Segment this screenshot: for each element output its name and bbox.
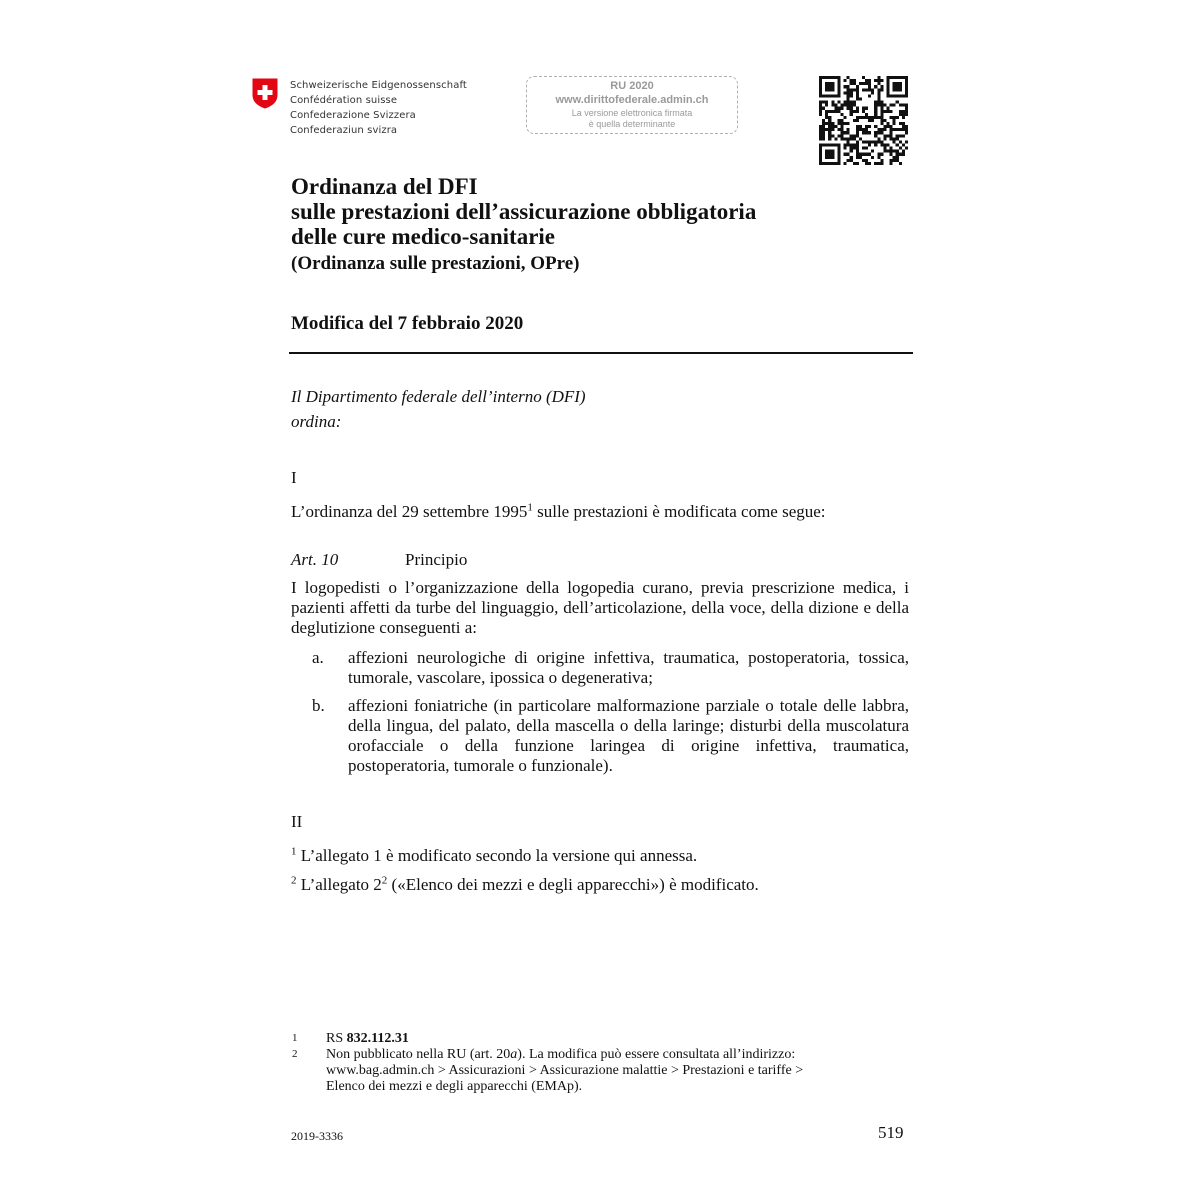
paragraph-number: 2	[291, 874, 297, 887]
document-subtitle: (Ordinanza sulle prestazioni, OPre)	[291, 253, 580, 274]
footnote-2-part-a: Non pubblicato nella RU (art. 20	[326, 1047, 511, 1062]
section-i-text-after: sulle prestazioni è modificata come segue:	[532, 502, 826, 521]
section-numeral-i: I	[291, 468, 297, 487]
footnote-ref-2[interactable]: 2	[381, 874, 388, 887]
modification-date: Modifica del 7 febbraio 2020	[291, 313, 524, 334]
footnote-ref-1[interactable]: 1	[527, 501, 533, 514]
footnote-2-line-2[interactable]: www.bag.admin.ch > Assicurazioni > Assicurazione malattie > Prestazioni e tariffe >	[326, 1063, 804, 1078]
footnote-2-number: 2	[292, 1048, 298, 1060]
title-divider	[289, 352, 913, 354]
document-title	[291, 174, 756, 249]
footnote-2-line-1	[326, 1047, 886, 1063]
footnote-1-reference: 832.112.31	[346, 1031, 409, 1046]
article-heading: Principio	[405, 550, 468, 569]
confederation-names	[290, 78, 467, 138]
title-line-1: Ordinanza del DFI	[291, 174, 478, 199]
enacting-clause	[291, 384, 586, 434]
footnote-2-italic: a	[510, 1047, 518, 1062]
official-stamp	[526, 76, 738, 134]
stamp-line-3: La versione elettronica firmata	[571, 108, 693, 118]
footnote-1-text	[326, 1031, 409, 1047]
confederation-line-rm: Confederaziun svizra	[290, 125, 398, 136]
list-item-letter: b.	[312, 696, 325, 715]
footnote-2-text	[326, 1047, 886, 1095]
list-item-text: affezioni neurologiche di origine infettiva, traumatica, postoperatoria, tossica, tumorale, vascolare, ipossica o degenerativa;	[348, 648, 909, 687]
section-i-text-before: L’ordinanza del 29 settembre 1995	[291, 502, 528, 521]
stamp-line-2: www.dirittofederale.admin.ch	[555, 94, 709, 106]
enacting-authority: Il Dipartimento federale dell’interno (DFI)	[291, 387, 586, 406]
list-item-letter: a.	[312, 648, 324, 667]
document-number: 2019-3336	[291, 1129, 343, 1143]
stamp-line-1: RU 2020	[610, 80, 654, 92]
paragraph-number: 1	[291, 845, 297, 858]
section-ii-paragraph-2	[291, 875, 759, 895]
footnote-1-number: 1	[292, 1032, 298, 1044]
footnote-2-part-b: ). La modifica può essere consultata all’indirizzo:	[517, 1047, 796, 1062]
section-ii-paragraph-1	[291, 846, 697, 866]
footnote-1-prefix: RS	[326, 1031, 347, 1046]
swiss-cross-icon	[252, 78, 278, 109]
paragraph-text: L’allegato 1 è modificato secondo la versione qui annessa.	[296, 846, 698, 865]
paragraph-text-after: («Elenco dei mezzi e degli apparecchi») è modificato.	[387, 875, 759, 894]
article-text: I logopedisti o l’organizzazione della logopedia curano, previa prescrizione medica, i pazienti affetti da turbe del linguaggio, dell’articolazione, della voce, della dizione e della deglutizione conseguenti a:	[291, 578, 909, 637]
paragraph-text-before: L’allegato 2	[296, 875, 382, 894]
article-number: Art. 10	[291, 550, 339, 569]
title-line-3: delle cure medico-sanitarie	[291, 224, 556, 249]
enacting-verb: ordina:	[291, 412, 342, 431]
confederation-line-de: Schweizerische Eidgenossenschaft	[290, 80, 467, 91]
qr-code-icon	[819, 76, 908, 165]
confederation-line-it: Confederazione Svizzera	[290, 110, 416, 121]
section-i-paragraph	[291, 502, 826, 522]
stamp-line-4: è quella determinante	[588, 119, 676, 129]
footnote-2-line-3: Elenco dei mezzi e degli apparecchi (EMAp).	[326, 1079, 583, 1094]
title-line-2: sulle prestazioni dell’assicurazione obbligatoria	[291, 199, 757, 224]
page-number: 519	[878, 1123, 904, 1142]
confederation-line-fr: Confédération suisse	[290, 95, 398, 106]
list-item-text: affezioni foniatriche (in particolare malformazione parziale o totale delle labbra, della lingua, del palato, della mascella o della laringe; disturbi della muscolatura orofacciale o della funzione laringea di origine infettiva, traumatica, postoperatoria, tumorale o funzionale).	[348, 696, 909, 775]
section-numeral-ii: II	[291, 812, 303, 831]
